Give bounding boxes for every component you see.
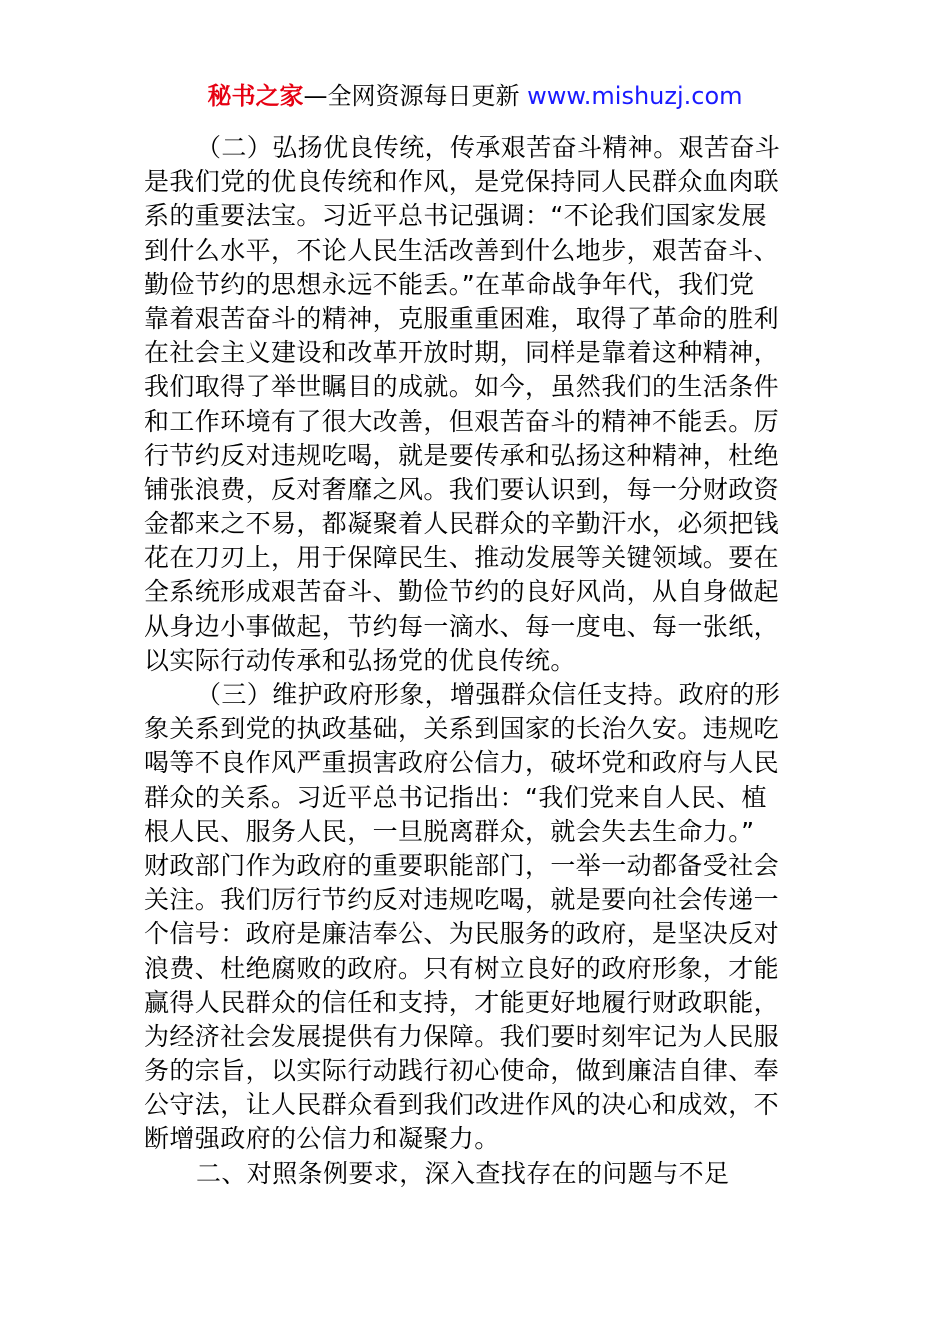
text-line: 系的重要法宝。习近平总书记强调：“不论我们国家发展 bbox=[144, 201, 767, 231]
text-line: 务的宗旨，以实际行动践行初心使命，做到廉洁自律、奉 bbox=[144, 1056, 780, 1086]
text-line: 勤俭节约的思想永远不能丢。”在革命战争年代，我们党 bbox=[144, 269, 755, 299]
text-line: 全系统形成艰苦奋斗、勤俭节约的良好风尚，从自身做起 bbox=[144, 577, 780, 607]
section-heading bbox=[144, 1157, 812, 1191]
text-line: 象关系到党的执政基础，关系到国家的长治久安。违规吃 bbox=[144, 714, 780, 744]
site-header bbox=[0, 80, 950, 112]
heading-line: 二、对照条例要求，深入查找存在的问题与不足 bbox=[196, 1158, 730, 1188]
text-line: 我们取得了举世瞩目的成就。如今，虽然我们的生活条件 bbox=[144, 372, 780, 402]
text-line: （二）弘扬优良传统，传承艰苦奋斗精神。艰苦奋斗 bbox=[196, 133, 781, 162]
text-line: 靠着艰苦奋斗的精神，克服重重困难，取得了革命的胜利 bbox=[144, 303, 780, 333]
text-line: 财政部门作为政府的重要职能部门，一举一动都备受社会 bbox=[144, 850, 780, 880]
text-line: 是我们党的优良传统和作风，是党保持同人民群众血肉联 bbox=[144, 167, 780, 197]
paragraph-2 bbox=[144, 131, 812, 678]
text-line: 行节约反对违规吃喝，就是要传承和弘扬这种精神，杜绝 bbox=[144, 440, 780, 470]
text-line: 根人民、服务人民，一旦脱离群众，就会失去生命力。” bbox=[144, 816, 755, 846]
text-line: （三）维护政府形象，增强群众信任支持。政府的形 bbox=[196, 680, 781, 709]
text-line: 铺张浪费，反对奢靡之风。我们要认识到，每一分财政资 bbox=[144, 474, 780, 504]
site-tagline: —全网资源每日更新 bbox=[303, 82, 528, 110]
text-line: 关注。我们厉行节约反对违规吃喝，就是要向社会传递一 bbox=[144, 885, 780, 915]
text-line: 个信号：政府是廉洁奉公、为民服务的政府，是坚决反对 bbox=[144, 919, 780, 949]
text-line: 到什么水平，不论人民生活改善到什么地步，艰苦奋斗、 bbox=[144, 235, 780, 265]
text-line: 浪费、杜绝腐败的政府。只有树立良好的政府形象，才能 bbox=[144, 953, 780, 983]
site-url-link[interactable]: www.mishuzj.com bbox=[527, 82, 743, 110]
text-line: 赢得人民群众的信任和支持，才能更好地履行财政职能， bbox=[144, 987, 780, 1017]
site-brand: 秘书之家 bbox=[207, 82, 304, 110]
text-line: 和工作环境有了很大改善，但艰苦奋斗的精神不能丢。厉 bbox=[144, 406, 780, 436]
text-line: 公守法，让人民群众看到我们改进作风的决心和成效，不 bbox=[144, 1090, 780, 1120]
document-body bbox=[144, 131, 812, 1191]
text-line: 断增强政府的公信力和凝聚力。 bbox=[144, 1124, 500, 1154]
paragraph-3 bbox=[144, 678, 812, 1157]
text-line: 金都来之不易，都凝聚着人民群众的辛勤汗水，必须把钱 bbox=[144, 509, 780, 539]
text-line: 群众的关系。习近平总书记指出：“我们党来自人民、植 bbox=[144, 782, 767, 812]
text-line: 以实际行动传承和弘扬党的优良传统。 bbox=[144, 645, 576, 675]
text-line: 喝等不良作风严重损害政府公信力，破坏党和政府与人民 bbox=[144, 748, 780, 778]
text-line: 从身边小事做起，节约每一滴水、每一度电、每一张纸， bbox=[144, 611, 780, 641]
text-line: 为经济社会发展提供有力保障。我们要时刻牢记为人民服 bbox=[144, 1021, 780, 1051]
text-line: 在社会主义建设和改革开放时期，同样是靠着这种精神， bbox=[144, 338, 780, 368]
text-line: 花在刀刃上，用于保障民生、推动发展等关键领域。要在 bbox=[144, 543, 780, 573]
